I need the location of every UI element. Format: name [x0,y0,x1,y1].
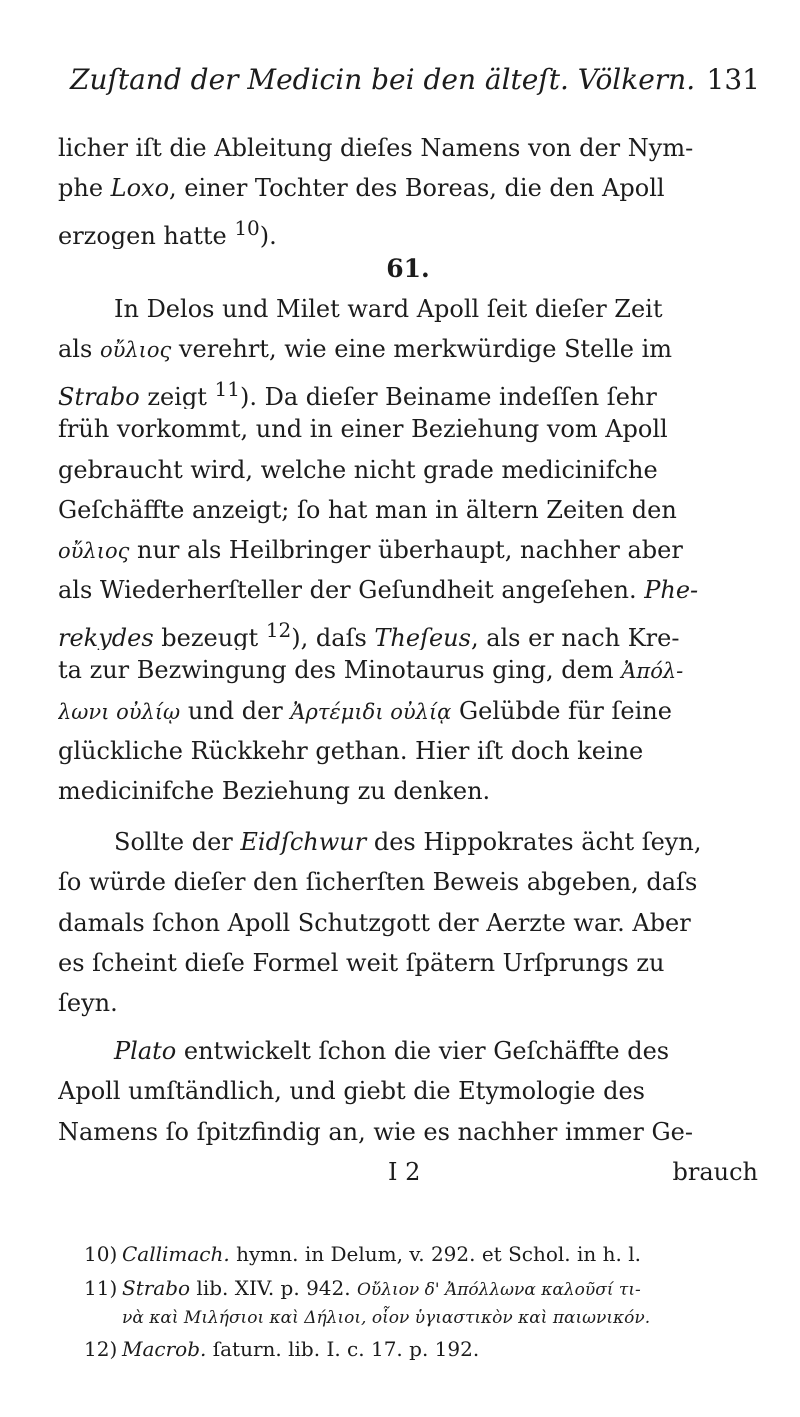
text-line: medicinifche Beziehung zu denken. [58,777,491,805]
footnote-ref: 12 [265,618,292,643]
text-line: als οὔλιος verehrt, wie eine merkwürdige Stelle im [58,334,673,363]
name-theseus: Theſeus [374,624,471,651]
text-line: erzogen hatte $^{10}$). [58,216,277,249]
running-header [70,55,760,103]
text-line: als Wiederherſteller der Geſundheit angeſehen. Phe- [58,576,699,605]
catchword: brauch [672,1157,758,1186]
text-line: οὔλιος nur als Heilbringer überhaupt, nachher aber [58,535,683,564]
footnote-continuation: νὰ καὶ Μιλήσιοι καὶ Δήλιοι, οἷον ὑγιαστικὸν καὶ παιωνικόν. [122,1308,651,1328]
text-line: es ſcheint dieſe Formel weit ſpätern Urſprungs zu [58,948,665,977]
text-line: früh vorkommt, und in einer Beziehung vom Apoll [58,415,668,444]
text-line: ſo würde dieſer den ſicherſten Beweis abgeben, daſs [58,868,698,897]
text-line: glückliche Rückkehr gethan. Hier iſt doch keine [58,736,644,765]
text-line: ta zur Bezwingung des Minotaurus ging, dem Ἀπόλ- [58,656,684,685]
text-line: damals ſchon Apoll Schutzgott der Aerzte war. Aber [58,908,691,937]
name-plato: Plato [114,1037,177,1066]
text-line: Geſchäffte anzeigt; ſo hat man in ältern Zeiten den [58,495,677,524]
greek-word: Ἀπόλ- [621,659,684,684]
signature-line [58,1152,758,1192]
text-line: Sollte der Eidſchwur des Hippokrates ächt ſeyn, [114,828,702,857]
greek-word: οὔλιος [99,337,172,362]
text-line: gebraucht wird, welche nicht grade medicinifche [58,455,658,484]
name-loxo: Loxo [110,174,170,203]
text-line: phe Loxo, einer Tochter des Boreas, die den Apoll [58,174,665,203]
name-strabo: Strabo [58,383,140,410]
text-line: Namens ſo ſpitzfindig an, wie es nachher immer Ge- [58,1117,693,1146]
footnote: 10) Callimach. hymn. in Delum, v. 292. et Schol. in h. l. [84,1242,641,1266]
footnotes [84,1237,756,1366]
footnote-ref: 11 [214,377,240,402]
greek-phrase: Ἀρτέμιδι οὐλίᾳ [290,699,452,724]
running-title: Zuſtand der Medicin bei den älteſt. Völkern. [70,62,696,96]
signature-mark: I 2 [388,1157,421,1186]
text-line: rekydes bezeugt $^{12}$), daſs Theſeus, als er nach Kre- [58,618,680,651]
footnote-ref: 10 [234,216,260,241]
text-line: Strabo zeigt $^{11}$). Da dieſer Beiname indeſſen ſehr [58,377,657,410]
text-line: λωνι οὐλίῳ und der Ἀρτέμιδι οὐλίᾳ Gelübde für ſeine [58,696,672,725]
term-eidschwur: Eidſchwur [240,828,367,857]
text-line: In Delos und Milet ward Apoll ſeit dieſer Zeit [114,294,663,323]
text-line: ſeyn. [58,988,118,1017]
footnote: 12) Macrob. ſaturn. lib. I. c. 17. p. 192. [84,1337,480,1361]
text-line: Apoll umſtändlich, und giebt die Etymologie des [58,1077,645,1106]
section-number: 61. [386,253,430,283]
text-line: Plato entwickelt ſchon die vier Geſchäffte des [114,1037,670,1066]
greek-word: οὔλιος [58,538,130,563]
greek-phrase: λωνι οὐλίῳ [58,699,181,724]
name-pherekydes: Phe- [644,576,699,605]
main-text [58,128,758,1192]
text-line: licher iſt die Ableitung dieſes Namens von der Nym- [58,134,694,162]
footnote: 11) Strabo lib. XIV. p. 942. Οὔλιον δ' Ἀπόλλωνα καλοῦσί τι- [84,1276,641,1300]
page-number: 131 [706,62,760,96]
